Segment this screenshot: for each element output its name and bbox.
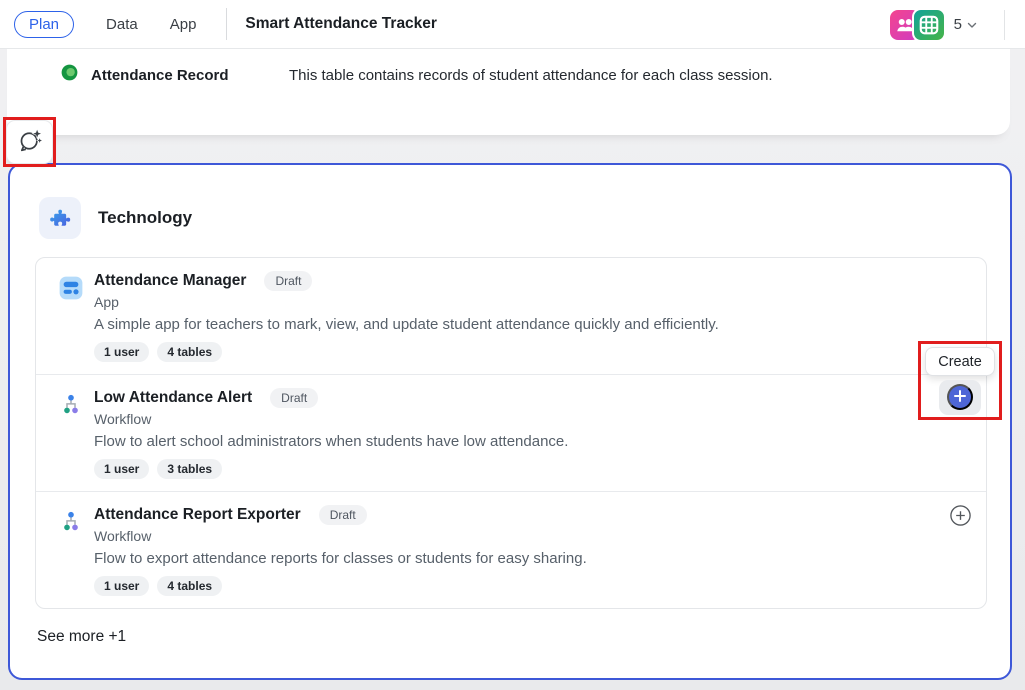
item-description: Flow to alert school administrators when students have low attendance.: [94, 433, 569, 450]
topbar-divider: [226, 8, 227, 40]
tables-panel: [7, 49, 1010, 135]
users-tag: 1 user: [94, 342, 149, 362]
status-badge: Draft: [270, 388, 318, 408]
item-title: Low Attendance Alert: [94, 389, 253, 406]
member-count[interactable]: 5: [953, 16, 962, 33]
item-description: A simple app for teachers to mark, view, and update student attendance quickly and efficiently.: [94, 316, 719, 333]
add-circle-icon[interactable]: [949, 504, 972, 532]
create-button[interactable]: [947, 384, 973, 410]
list-item-attendance-manager[interactable]: [36, 258, 986, 375]
topbar-right-divider: [1004, 10, 1005, 40]
workflow-icon: [58, 509, 84, 535]
list-item-attendance-report-exporter[interactable]: [36, 492, 986, 609]
chevron-down-icon[interactable]: [966, 19, 978, 31]
users-tag: 1 user: [94, 576, 149, 596]
item-title: Attendance Manager: [94, 272, 247, 289]
tables-tag: 3 tables: [157, 459, 222, 479]
table-icon: [60, 63, 79, 87]
table-name: Attendance Record: [91, 66, 229, 84]
grid-app-icon[interactable]: [912, 8, 946, 42]
create-label: Create: [938, 353, 982, 370]
users-tag: 1 user: [94, 459, 149, 479]
item-type: App: [94, 294, 119, 310]
item-list: [35, 257, 987, 609]
technology-card: [8, 163, 1012, 680]
status-badge: Draft: [264, 271, 312, 291]
puzzle-icon: [39, 197, 81, 239]
tab-data[interactable]: Data: [106, 15, 138, 33]
page-title: Smart Attendance Tracker: [245, 15, 437, 32]
item-type: Workflow: [94, 411, 152, 427]
tables-tag: 4 tables: [157, 576, 222, 596]
create-tooltip: [925, 347, 995, 376]
list-item-low-attendance-alert[interactable]: [36, 375, 986, 492]
plus-icon: [953, 389, 967, 406]
workflow-icon: [58, 392, 84, 418]
table-description: This table contains records of student attendance for each class session.: [289, 66, 773, 84]
tables-tag: 4 tables: [157, 342, 222, 362]
table-row[interactable]: [60, 63, 773, 87]
top-bar: [0, 0, 1025, 49]
topbar-right: [890, 0, 1005, 49]
item-description: Flow to export attendance reports for classes or students for easy sharing.: [94, 550, 587, 567]
card-title: Technology: [98, 208, 193, 227]
tab-plan[interactable]: Plan: [14, 11, 74, 38]
annotation-box-ai-chat: [3, 117, 56, 167]
item-title: Attendance Report Exporter: [94, 506, 301, 523]
app-icon: [58, 275, 84, 301]
tab-app[interactable]: App: [169, 15, 197, 33]
see-more-link[interactable]: See more +1: [37, 628, 127, 645]
item-type: Workflow: [94, 528, 152, 544]
status-badge: Draft: [319, 505, 367, 525]
